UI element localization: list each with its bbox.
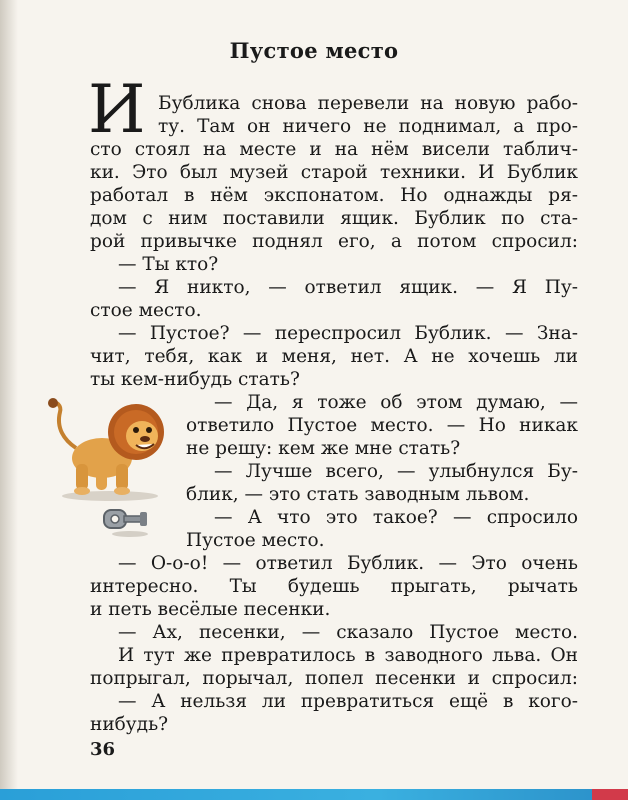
lion-illustration xyxy=(46,392,174,502)
text-line: — Пустое? — переспросил Бублик. — Зна- xyxy=(118,323,578,344)
text-line: интересно. Ты будешь прыгать, рычать xyxy=(90,576,578,597)
text-line: — Да, я тоже об этом думаю, — xyxy=(214,392,578,413)
page-title: Пустое место xyxy=(229,38,399,63)
text-line: сто стоял на месте и на нём висели таблич- xyxy=(90,139,578,160)
text-line: — О-о-о! — ответил Бублик. — Это очень xyxy=(118,553,578,574)
text-line: нибудь? xyxy=(90,714,169,735)
page-number: 36 xyxy=(90,739,116,760)
text-line: Бублика снова перевели на новую рабо- xyxy=(158,93,578,114)
text-line: — Ты кто? xyxy=(118,254,219,275)
text-line: рой привычке поднял его, а потом спросил: xyxy=(90,231,578,252)
text-line: дом с ним поставили ящик. Бублик по ста- xyxy=(90,208,578,229)
text-line: Пустое место. xyxy=(186,530,325,551)
text-line: ответило Пустое место. — Но никак xyxy=(186,415,578,436)
text-line: — А что это такое? — спросило xyxy=(214,507,578,528)
text-line: попрыгал, порычал, попел песенки и спросил: xyxy=(90,668,578,689)
text-line: работал в нём экспонатом. Но однажды ря- xyxy=(90,185,578,206)
text-line: ки. Это был музей старой техники. И Бублик xyxy=(90,162,578,183)
drop-cap: И xyxy=(88,71,146,148)
text-line: и петь весёлые песенки. xyxy=(90,599,331,620)
text-line: чит, тебя, как и меня, нет. А не хочешь ли xyxy=(90,346,578,367)
text-line: — А нельзя ли превратиться ещё в кого- xyxy=(118,691,578,712)
page-gutter-shadow xyxy=(0,0,18,800)
text-line: И тут же превратилось в заводного льва. Он xyxy=(118,645,578,666)
text-line: блик, — это стать заводным львом. xyxy=(186,484,530,505)
text-line: ту. Там он ничего не поднимал, а про- xyxy=(158,116,578,137)
footer-color-bar-accent xyxy=(592,789,628,800)
text-line: не решу: кем же мне стать? xyxy=(186,438,461,459)
text-line: стое место. xyxy=(90,300,202,321)
text-line: — Ах, песенки, — сказало Пустое место. xyxy=(118,622,578,643)
text-line: — Я никто, — ответил ящик. — Я Пу- xyxy=(118,277,578,298)
windup-key-illustration xyxy=(98,498,154,538)
text-line: — Лучше всего, — улыбнулся Бу- xyxy=(214,461,578,482)
text-line: ты кем-нибудь стать? xyxy=(90,369,300,390)
footer-color-bar xyxy=(0,789,628,800)
